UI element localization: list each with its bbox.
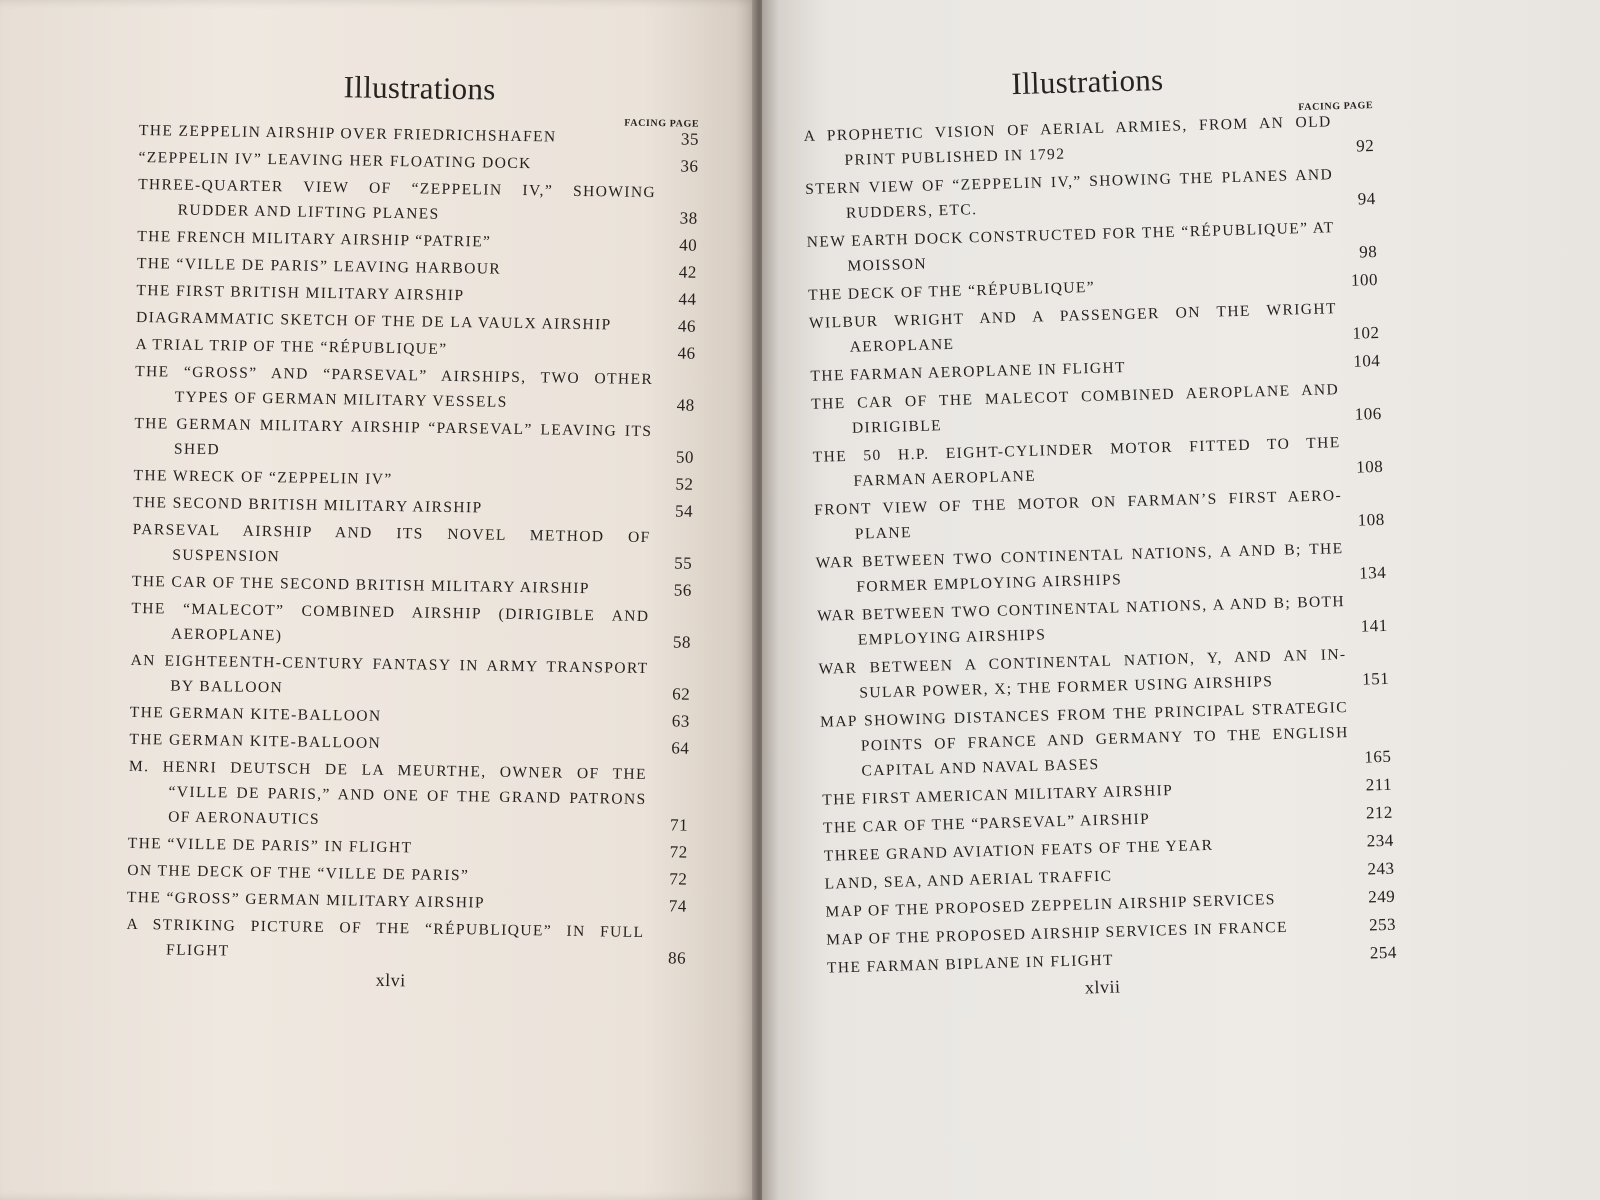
facing-page-number: 100 (1350, 270, 1379, 290)
facing-page-number: 249 (1367, 886, 1396, 907)
facing-page-number: 108 (1357, 509, 1385, 530)
facing-page-number: 94 (1357, 189, 1377, 209)
illustration-caption: THREE-QUARTER VIEW OF “ZEPPELIN IV,” SHOWING RUDDER AND LIFTING PLANES (138, 175, 657, 223)
right-page-content (802, 56, 1398, 1006)
illustration-caption: THE “GROSS” GERMAN MILITARY AIRSHIP (126, 888, 486, 912)
right-page-folio: xlvii (1084, 976, 1121, 998)
facing-page-number: 35 (680, 129, 700, 149)
illustration-caption: THE GERMAN KITE-BALLOON (129, 730, 382, 752)
illustration-caption: “ZEPPELIN IV” LEAVING HER FLOATING DOCK (138, 148, 532, 173)
illustration-caption: THE CAR OF THE “PARSEVAL” AIRSHIP (822, 810, 1151, 837)
facing-page-number: 92 (1356, 136, 1375, 156)
illustration-entry (128, 754, 689, 838)
illustration-caption: A STRIKING PICTURE OF THE “RÉPUBLIQUE” IN FULL FLIGHT (126, 915, 645, 960)
facing-page-number: 50 (675, 447, 695, 467)
facing-page-number: 63 (671, 711, 690, 731)
illustration-caption: DIAGRAMMATIC SKETCH OF THE DE LA VAULX AIRSHIP (135, 308, 612, 334)
right-illustration-list (803, 108, 1397, 981)
illustration-caption: THE FARMAN AEROPLANE IN FLIGHT (810, 359, 1127, 385)
illustration-entry (820, 694, 1392, 785)
facing-page-number: 108 (1355, 456, 1384, 477)
illustration-caption: THE ZEPPELIN AIRSHIP OVER FRIEDRICHSHAFEN (138, 121, 557, 146)
facing-page-number: 64 (671, 738, 690, 758)
illustration-caption: THE “GROSS” AND “PARSEVAL” AIRSHIPS, TWO OTHER TYPES OF GERMAN MILITARY VESSELS (135, 362, 654, 411)
facing-page-number: 86 (667, 948, 687, 968)
facing-page-number: 36 (680, 156, 699, 176)
facing-page-number: 44 (678, 289, 697, 309)
illustration-caption: THE WRECK OF “ZEPPELIN IV” (133, 466, 393, 489)
facing-page-number: 42 (678, 262, 697, 282)
facing-page-number: 98 (1358, 242, 1378, 262)
illustration-caption: THE FIRST BRITISH MILITARY AIRSHIP (136, 281, 465, 305)
illustration-caption: THE FRENCH MILITARY AIRSHIP “PATRIE” (137, 227, 492, 251)
facing-page-number: 46 (677, 343, 696, 363)
facing-page-number: 74 (668, 896, 688, 916)
left-illustration-list (126, 118, 699, 971)
illustration-caption: THREE GRAND AVIATION FEATS OF THE YEAR (823, 836, 1214, 865)
illustration-caption: NEW EARTH DOCK CONSTRUCTED FOR THE “RÉPUBLIQUE” AT MOISSON (806, 219, 1335, 275)
facing-page-number: 56 (673, 580, 692, 600)
facing-page-number: 104 (1353, 350, 1381, 371)
facing-page-number: 54 (674, 501, 694, 521)
illustration-caption: THE DECK OF THE “RÉPUBLIQUE” (808, 278, 1096, 304)
facing-page-number: 40 (679, 235, 698, 255)
facing-page-number: 52 (675, 474, 694, 494)
illustration-entry (126, 912, 687, 971)
facing-page-number: 141 (1360, 615, 1388, 636)
illustration-caption: MAP OF THE PROPOSED ZEPPELIN AIRSHIP SERVICES (825, 891, 1277, 921)
illustration-caption: FRONT VIEW OF THE MOTOR ON FARMAN’S FIRST AERO-PLANE (814, 487, 1343, 543)
facing-page-number: 72 (669, 842, 688, 862)
illustration-caption: LAND, SEA, AND AERIAL TRAFFIC (824, 867, 1113, 893)
illustration-entry (135, 359, 696, 418)
illustration-entry (134, 411, 695, 470)
illustration-caption: ON THE DECK OF THE “VILLE DE PARIS” (127, 861, 470, 885)
facing-page-number: 234 (1366, 830, 1394, 851)
illustration-caption: THE 50 H.P. EIGHT-CYLINDER MOTOR FITTED TO THE FARMAN AEROPLANE (812, 434, 1341, 490)
illustration-caption: WAR BETWEEN A CONTINENTAL NATION, Y, AND AN IN-SULAR POWER, X; THE FORMER USING AIRSHIPS (818, 646, 1347, 702)
illustration-caption: MAP SHOWING DISTANCES FROM THE PRINCIPAL STRATEGIC POINTS OF FRANCE AND GERMANY TO THE ENGLISH CAPITAL AND NAVAL BASES (819, 699, 1349, 780)
right-page (762, 0, 1600, 1200)
facing-page-number: 211 (1365, 774, 1393, 795)
facing-page-number: 165 (1364, 746, 1392, 767)
illustration-entry (132, 517, 693, 576)
facing-page-number: 38 (679, 208, 698, 228)
illustration-caption: THE FARMAN BIPLANE IN FLIGHT (826, 951, 1115, 977)
right-page-title: Illustrations (1010, 61, 1164, 102)
left-facing-page-label: FACING PAGE (624, 117, 700, 130)
left-page-content (126, 66, 700, 996)
illustration-caption: MAP OF THE PROPOSED AIRSHIP SERVICES IN FRANCE (826, 918, 1289, 949)
facing-page-number: 106 (1354, 403, 1383, 424)
illustration-caption: THE “MALECOT” COMBINED AIRSHIP (DIRIGIBLE AND AEROPLANE) (131, 599, 650, 645)
illustration-entry (130, 648, 691, 707)
illustration-caption: THE “VILLE DE PARIS” LEAVING HARBOUR (136, 254, 502, 278)
illustration-entry (138, 172, 699, 231)
illustration-caption: THE CAR OF THE SECOND BRITISH MILITARY AIRSHIP (131, 572, 590, 598)
left-page (0, 0, 758, 1200)
illustration-caption: WILBUR WRIGHT AND A PASSENGER ON THE WRIGHT AEROPLANE (808, 300, 1338, 356)
facing-page-number: 253 (1368, 914, 1397, 935)
illustration-caption: THE GERMAN MILITARY AIRSHIP “PARSEVAL” LEAVING ITS SHED (134, 414, 653, 459)
facing-page-number: 102 (1352, 322, 1380, 343)
facing-page-number: 134 (1358, 562, 1387, 583)
illustration-entry (131, 596, 692, 655)
illustration-caption: WAR BETWEEN TWO CONTINENTAL NATIONS, A AND B; BOTH EMPLOYING AIRSHIPS (816, 593, 1346, 649)
facing-page-number: 254 (1369, 942, 1398, 963)
facing-page-number: 212 (1365, 802, 1394, 823)
facing-page-number: 55 (674, 553, 693, 573)
illustration-caption: THE CAR OF THE MALECOT COMBINED AEROPLANE AND DIRIGIBLE (811, 381, 1340, 437)
illustration-caption: THE FIRST AMERICAN MILITARY AIRSHIP (822, 781, 1174, 809)
illustration-caption: WAR BETWEEN TWO CONTINENTAL NATIONS, A AND B; THE FORMER EMPLOYING AIRSHIPS (815, 540, 1344, 596)
illustration-caption: STERN VIEW OF “ZEPPELIN IV,” SHOWING THE PLANES AND RUDDERS, ETC. (805, 166, 1334, 222)
illustration-caption: AN EIGHTEENTH-CENTURY FANTASY IN ARMY TRANSPORT BY BALLOON (130, 651, 649, 697)
illustration-caption: A TRIAL TRIP OF THE “RÉPUBLIQUE” (135, 335, 448, 358)
facing-page-number: 71 (669, 815, 689, 835)
left-page-title: Illustrations (343, 69, 496, 107)
illustration-caption: M. HENRI DEUTSCH DE LA MEURTHE, OWNER OF THE “VILLE DE PARIS,” AND ONE OF THE GRAND PATRONS OF AERONAUTICS (128, 757, 648, 828)
right-facing-page-label: FACING PAGE (1298, 100, 1374, 114)
facing-page-number: 151 (1361, 668, 1390, 689)
illustration-caption: THE GERMAN KITE-BALLOON (129, 703, 382, 725)
facing-page-number: 46 (677, 316, 697, 336)
illustration-caption: THE SECOND BRITISH MILITARY AIRSHIP (133, 493, 483, 517)
facing-page-number: 48 (676, 395, 695, 415)
illustration-caption: A PROPHETIC VISION OF AERIAL ARMIES, FROM AN OLD PRINT PUBLISHED IN 1792 (803, 113, 1332, 169)
facing-page-number: 72 (669, 869, 688, 889)
left-page-folio: xlvi (375, 969, 406, 991)
facing-page-number: 243 (1367, 858, 1395, 879)
illustration-caption: THE “VILLE DE PARIS” IN FLIGHT (127, 834, 413, 857)
facing-page-number: 58 (672, 632, 692, 652)
facing-page-number: 62 (672, 684, 691, 704)
illustration-caption: PARSEVAL AIRSHIP AND ITS NOVEL METHOD OF SUSPENSION (132, 520, 651, 566)
